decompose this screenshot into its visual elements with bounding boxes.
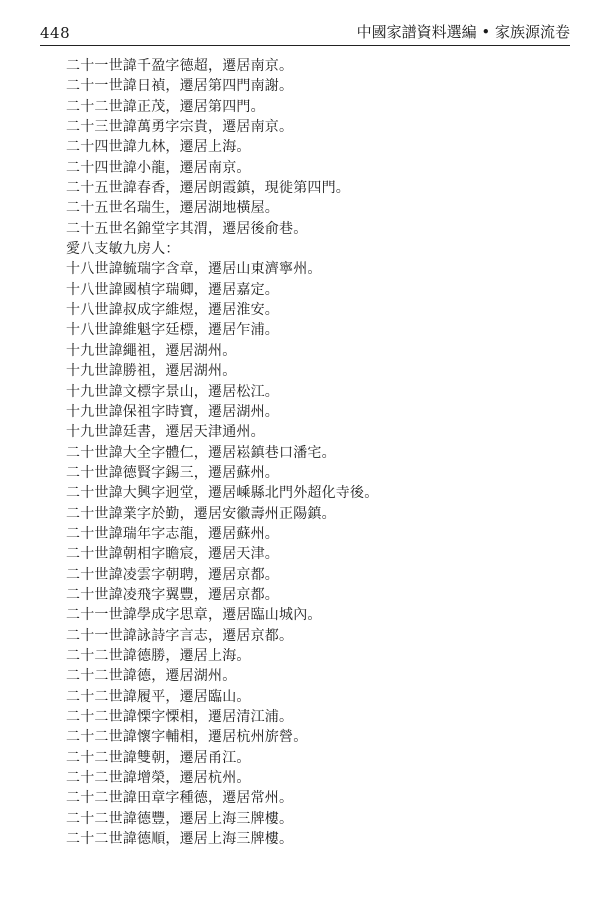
text-line: 二十二世諱德順，遷居上海三牌樓。 bbox=[66, 831, 294, 848]
text-line: 二十世諱德賢字錫三，遷居蘇州。 bbox=[66, 464, 279, 481]
text-line: 二十四世諱小龍，遷居南京。 bbox=[66, 159, 251, 176]
text-line: 二十五世名瑞生，遷居湖地橫屋。 bbox=[66, 200, 279, 217]
page-header bbox=[40, 18, 570, 42]
genealogy-entries bbox=[66, 56, 576, 849]
text-line: 二十五世諱春香，遷居朗霞鎮，現徙第四門。 bbox=[66, 180, 350, 197]
text-line: 二十二世諱德勝，遷居上海。 bbox=[66, 647, 251, 664]
text-line: 愛八支敏九房人： bbox=[66, 241, 180, 258]
text-line: 二十世諱業字於勤，遷居安徽壽州正陽鎮。 bbox=[66, 505, 336, 522]
text-line: 十九世諱廷書，遷居天津通州。 bbox=[66, 424, 265, 441]
text-line: 二十二世諱德豐，遷居上海三牌樓。 bbox=[66, 810, 294, 827]
text-line: 十八世諱國楨字瑞卿，遷居嘉定。 bbox=[66, 281, 279, 298]
text-line: 二十世諱瑞年字志龍，遷居蘇州。 bbox=[66, 525, 279, 542]
text-line: 二十一世諱千盈字德超，遷居南京。 bbox=[66, 58, 294, 74]
text-line: 十九世諱勝祖，遷居湖州。 bbox=[66, 363, 237, 380]
text-line: 二十一世諱詠詩字言志，遷居京都。 bbox=[66, 627, 294, 644]
text-line: 二十四世諱九林，遷居上海。 bbox=[66, 139, 251, 156]
text-line: 二十世諱凌飛字翼豐，遷居京都。 bbox=[66, 586, 279, 603]
text-line: 十八世諱毓瑞字含章，遷居山東濟寧州。 bbox=[66, 261, 322, 278]
text-line: 二十二世諱正茂，遷居第四門。 bbox=[66, 98, 265, 115]
text-line: 十九世諱保祖字時寶，遷居湖州。 bbox=[66, 403, 279, 420]
text-line: 十八世諱叔成字維煜，遷居淮安。 bbox=[66, 302, 279, 319]
text-line: 二十一世諱學成字思章，遷居臨山城內。 bbox=[66, 607, 322, 624]
text-line: 二十二世諱履平，遷居臨山。 bbox=[66, 688, 251, 705]
header-rule bbox=[40, 45, 570, 46]
running-title: 中國家譜資料選編 • 家族源流卷 bbox=[356, 23, 570, 41]
text-line: 二十三世諱萬勇字宗貴，遷居南京。 bbox=[66, 119, 294, 136]
text-line: 十九世諱繩祖，遷居湖州。 bbox=[66, 342, 237, 359]
text-line: 二十五世名錦堂字其渭，遷居後俞巷。 bbox=[66, 220, 308, 237]
text-line: 十九世諱文標字景山，遷居松江。 bbox=[66, 383, 279, 400]
text-line: 二十二世諱雙朝，遷居甬江。 bbox=[66, 749, 251, 766]
text-line: 二十一世諱日禎，遷居第四門南謝。 bbox=[66, 78, 294, 95]
text-line: 二十二世諱慄字慄相，遷居清江浦。 bbox=[66, 709, 294, 725]
text-line: 二十二世諱增榮，遷居杭州。 bbox=[66, 770, 251, 787]
text-line: 二十二世諱懷字輔相，遷居杭州旂營。 bbox=[66, 729, 308, 746]
text-line: 十八世諱維魁字廷標，遷居乍浦。 bbox=[66, 322, 279, 339]
text-line: 二十二世諱德，遷居湖州。 bbox=[66, 668, 237, 685]
text-line: 二十二世諱田章字種德，遷居常州。 bbox=[66, 790, 294, 807]
text-line: 二十世諱大全字體仁，遷居崧鎮巷口潘宅。 bbox=[66, 444, 336, 461]
text-line: 二十世諱凌雲字朝聘，遷居京都。 bbox=[66, 566, 279, 583]
text-line: 二十世諱大興字迥堂，遷居嵊縣北門外超化寺後。 bbox=[66, 485, 379, 502]
page-number: 448 bbox=[40, 24, 71, 42]
text-line: 二十世諱朝相字瞻宸，遷居天津。 bbox=[66, 546, 279, 563]
